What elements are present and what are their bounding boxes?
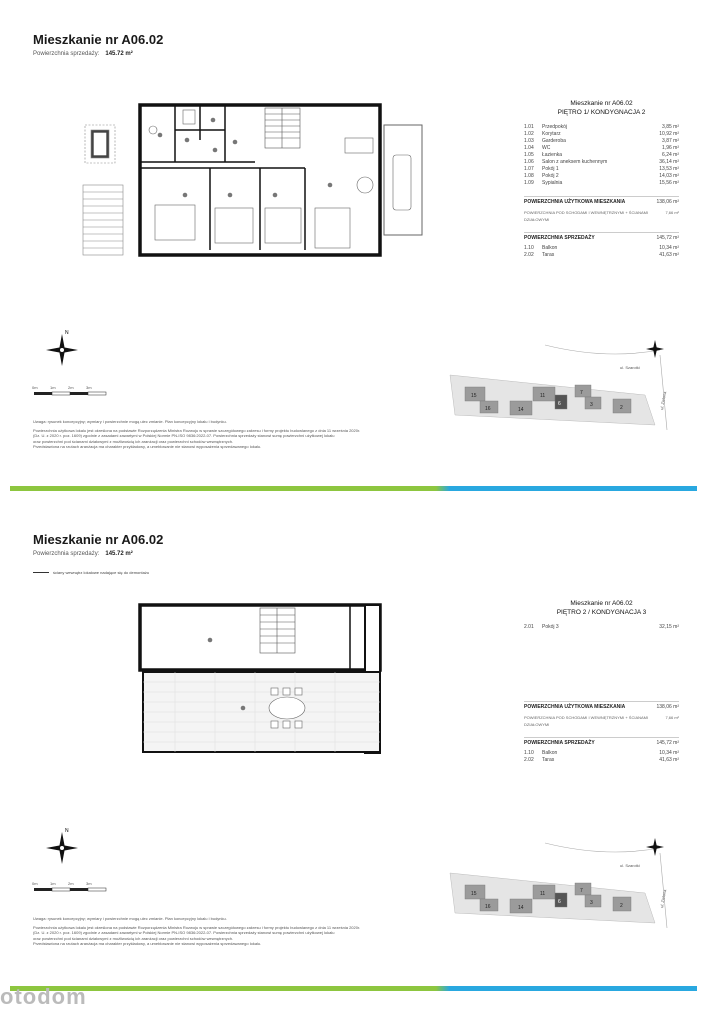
- scale-bar: [30, 878, 110, 894]
- room-row-no: 1.04: [524, 145, 534, 151]
- street-label: ul. Szarotki: [620, 365, 640, 370]
- brand-stripe: [10, 486, 697, 491]
- room-row-area: 10,92 m²: [659, 131, 679, 137]
- room-row-no: 1.03: [524, 138, 534, 144]
- usable-area-row: POWIERZCHNIA UŻYTKOWA MIESZKANIA 138,06 m²: [524, 196, 679, 206]
- floor-plan-drawing-1: [75, 100, 435, 265]
- extra-area-row-area: 41,63 m²: [659, 252, 679, 258]
- room-row-no: 1.05: [524, 152, 534, 158]
- room-row: [524, 131, 679, 138]
- site-number: 7: [580, 888, 583, 894]
- extra-area-row-no: 1.10: [524, 750, 534, 756]
- room-row: [524, 138, 679, 145]
- site-number: 16: [485, 904, 491, 910]
- room-row-area: 13,53 m²: [659, 166, 679, 172]
- legend-text: ściany wewnątrz lokalowe nadające się do demontażu: [53, 570, 150, 575]
- extra-area-row-no: 2.02: [524, 757, 534, 763]
- room-row-name: Pokój 2: [542, 173, 559, 179]
- scale-label-3: 3m: [86, 385, 92, 390]
- room-row: [524, 124, 679, 131]
- room-row-name: Garderoba: [542, 138, 566, 144]
- room-row-area: 32,15 m²: [659, 624, 679, 630]
- site-number: 11: [540, 891, 546, 897]
- extras-list: [524, 750, 679, 764]
- floor-plan-sheet-1: [0, 0, 707, 500]
- scale-label-3: 3m: [86, 881, 92, 886]
- room-row-name: Pokój 3: [542, 624, 559, 630]
- site-number: 15: [471, 891, 477, 897]
- scale-label-1: 1m: [50, 881, 56, 886]
- extra-area-row-no: 2.02: [524, 252, 534, 258]
- extra-area-row-name: Balkon: [542, 750, 558, 756]
- extras-list: [524, 245, 679, 259]
- room-row-no: 1.02: [524, 131, 534, 137]
- room-row: [524, 166, 679, 173]
- extra-area-row-name: Taras: [542, 252, 555, 258]
- site-number: 2: [620, 405, 623, 411]
- table-heading: Mieszkanie nr A06.02: [570, 600, 633, 607]
- site-plan-map-2: [445, 833, 670, 933]
- watermark-logo: otodom: [0, 984, 87, 1009]
- room-row: [524, 145, 679, 152]
- room-list: [524, 624, 679, 631]
- apartment-title: Mieszkanie nr A06.02: [33, 32, 164, 47]
- usable-area-row: POWIERZCHNIA UŻYTKOWA MIESZKANIA 138,06 m²: [524, 701, 679, 711]
- extra-area-row-name: Taras: [542, 757, 555, 763]
- legend-line: [33, 572, 49, 573]
- room-row-name: WC: [542, 145, 551, 151]
- room-row: [524, 624, 679, 631]
- extra-area-row: [524, 750, 679, 757]
- compass-icon: [40, 826, 84, 870]
- extra-area-row-area: 41,63 m²: [659, 757, 679, 763]
- room-table-2: [524, 600, 679, 764]
- street-label: ul. Szarotki: [620, 863, 640, 868]
- room-row-area: 3,85 m²: [662, 124, 679, 130]
- room-row-name: Pokój 1: [542, 166, 559, 172]
- floor-label: PIĘTRO 1/ KONDYGNACJA 2: [557, 109, 646, 116]
- room-row: [524, 180, 679, 187]
- site-number: 3: [590, 900, 593, 906]
- room-table-1: [524, 100, 679, 259]
- street-label: ul. Zielona: [659, 391, 668, 411]
- room-row-no: 1.09: [524, 180, 534, 186]
- room-row-name: Łazienka: [542, 152, 563, 158]
- room-row-name: Sypialnia: [542, 180, 563, 186]
- room-row-area: 1,96 m²: [662, 145, 679, 151]
- extra-area-row-no: 1.10: [524, 245, 534, 251]
- street-label: ul. Zielona: [659, 889, 668, 909]
- extra-area-row-area: 10,34 m²: [659, 245, 679, 251]
- room-row-name: Korytarz: [542, 131, 561, 137]
- extra-area-row-name: Balkon: [542, 245, 558, 251]
- sales-area-row: POWIERZCHNIA SPRZEDAŻY 145,72 m²: [524, 737, 679, 747]
- scale-label-2: 2m: [68, 385, 74, 390]
- room-row: [524, 152, 679, 159]
- compass-north-label: N: [65, 330, 69, 336]
- room-row: [524, 173, 679, 180]
- sales-area: Powierzchnia sprzedaży: 145.72 m²: [33, 551, 133, 557]
- room-row-area: 6,24 m²: [662, 152, 679, 158]
- extra-area-row: [524, 757, 679, 764]
- room-row-no: 1.07: [524, 166, 534, 172]
- site-number: 3: [590, 402, 593, 408]
- sales-area: Powierzchnia sprzedaży: 145.72 m²: [33, 51, 133, 57]
- room-row-area: 15,56 m²: [659, 180, 679, 186]
- site-number: 16: [485, 406, 491, 412]
- site-number: 7: [580, 390, 583, 396]
- stairs-area-row: POWIERZCHNIA POD SCHODAMI I WEWNĘTRZNYMI + ŚCIANAMI DZIAŁOWYMI 7,66 m²: [524, 210, 679, 222]
- compass-north-label: N: [65, 828, 69, 834]
- site-number: 14: [518, 905, 524, 911]
- floor-label: PIĘTRO 2 / KONDYGNACJA 3: [556, 609, 647, 616]
- scale-label-0: 0m: [32, 385, 38, 390]
- floor-plan-sheet-2: [0, 508, 707, 1008]
- site-number: 6: [558, 899, 561, 905]
- site-plan-map-1: [445, 335, 670, 435]
- floor-plan-drawing-2: [135, 600, 395, 760]
- extra-area-row: [524, 245, 679, 252]
- stairs-area-row: POWIERZCHNIA POD SCHODAMI I WEWNĘTRZNYMI + ŚCIANAMI DZIAŁOWYMI 7,66 m²: [524, 715, 679, 727]
- room-row-no: 1.06: [524, 159, 534, 165]
- brand-stripe: [10, 986, 697, 991]
- scale-label-0: 0m: [32, 881, 38, 886]
- room-row-name: Przedpokój: [542, 124, 568, 130]
- legal-notes-2: Uwaga: rysunek koncepcyjny; wymiary i powierzchnie mogą ulec zmianie. Plan koncepcyjny lokalu i budynku. Powierzchnia użytkowa lokalu jest określona na podstawie Rozporządzenia Ministra Rozwoju w sprawie szczegółowego zakresu i formy projektu budowlanego z dnia 11 września 2020r. (Dz. U. z 2020 r. poz. 1609) zgodnie z zasadami zawartymi w Polskiej Normie PN-ISO 9836:2022-07. Powierzchnia sprzedaży stanowi sumę powierzchni użytkowej lokalu oraz powierzchni pod ścianami działowymi z możliwością ich aranżacji oraz powierzchni schodów wewnętrznych. Przedstawiona na rzutach aranżacja ma charakter przykładowy, a umeblowanie nie stanowi wyposażenia sprzedawanego lokalu.: [33, 916, 361, 946]
- table-heading: Mieszkanie nr A06.02: [570, 100, 633, 107]
- room-row-no: 1.08: [524, 173, 534, 179]
- room-row-name: Salon z aneksem kuchennym: [542, 159, 608, 165]
- room-row-no: 1.01: [524, 124, 534, 130]
- extra-area-row: [524, 252, 679, 259]
- compass-icon: [40, 328, 84, 372]
- site-number: 2: [620, 903, 623, 909]
- site-number: 11: [540, 393, 546, 399]
- site-number: 6: [558, 401, 561, 407]
- room-row-no: 2.01: [524, 624, 534, 630]
- room-row-area: 3,87 m²: [662, 138, 679, 144]
- scale-bar: [30, 382, 110, 398]
- room-list: [524, 124, 679, 187]
- scale-label-1: 1m: [50, 385, 56, 390]
- sales-area-row: POWIERZCHNIA SPRZEDAŻY 145,72 m²: [524, 232, 679, 242]
- room-row: [524, 159, 679, 166]
- site-number: 15: [471, 393, 477, 399]
- apartment-title: Mieszkanie nr A06.02: [33, 532, 164, 547]
- scale-label-2: 2m: [68, 881, 74, 886]
- legal-notes-1: Uwaga: rysunek koncepcyjny; wymiary i powierzchnie mogą ulec zmianie. Plan koncepcyjny lokalu i budynku. Powierzchnia użytkowa lokalu jest określona na podstawie Rozporządzenia Ministra Rozwoju w sprawie szczegółowego zakresu i formy projektu budowlanego z dnia 11 września 2020r. (Dz. U. z 2020 r. poz. 1609) zgodnie z zasadami zawartymi w Polskiej Normie PN-ISO 9836:2022-07. Powierzchnia sprzedaży stanowi sumę powierzchni użytkowej lokalu oraz powierzchni pod ścianami działowymi z możliwością ich aranżacji oraz powierzchni schodów wewnętrznych. Przedstawiona na rzutach aranżacja ma charakter przykładowy, a umeblowanie nie stanowi wyposażenia sprzedawanego lokalu.: [33, 419, 361, 449]
- room-row-area: 14,03 m²: [659, 173, 679, 179]
- room-row-area: 36,14 m²: [659, 159, 679, 165]
- site-number: 14: [518, 407, 524, 413]
- extra-area-row-area: 10,34 m²: [659, 750, 679, 756]
